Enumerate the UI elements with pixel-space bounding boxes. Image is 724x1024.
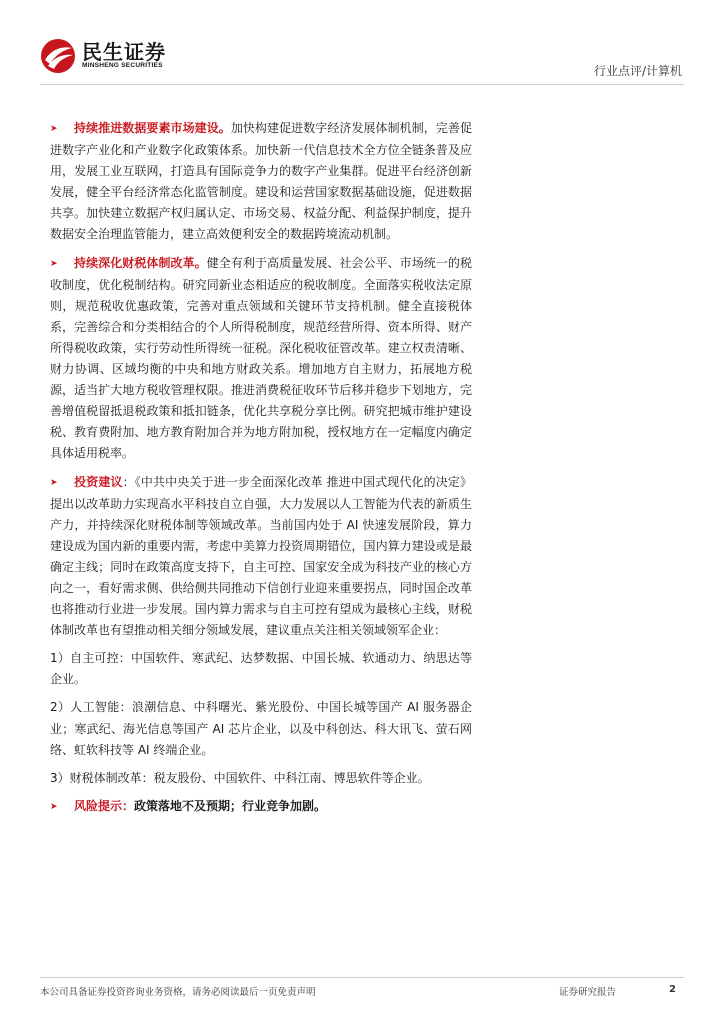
arrow-bullet-icon: ➤ [50,477,58,488]
logo-emblem-icon [40,38,76,74]
bullet-title: 持续深化财税体制改革。 [74,255,207,270]
report-body [50,118,472,825]
arrow-bullet-icon: ➤ [50,124,58,134]
pick-list-item: 3）财税体制改革：税友股份、中国软件、中科江南、博思软件等企业。 [50,770,430,785]
bullet-text: 健全有利于高质量发展、社会公平、市场统一的税收制度，优化税制结构。研究同新业态相适应的税收制度。全面落实税收法定原则，规范税收优惠政策，完善对重点领域和关键环节支持机制。健全直接税体系，完善综合和分类相结合的个人所得税制度，规范经营所得、资本所得、财产所得税收政策，实行劳动性所得统一征税。深化税收征管改革。建立权责清晰、财力协调、区域均衡的中央和地方财政关系。增加地方自主财力，拓展地方税源，适当扩大地方税收管理权限。推进消费税征收环节后移并稳步下划地方，完善增值税留抵退税政策和抵扣链条，优化共享税分享比例。研究把城市维护建设税、教育费附加、地方教育附加合并为地方附加税，授权地方在一定幅度内确定具体适用税率。 [50,255,472,461]
pick-list-item: 1）自主可控：中国软件、寒武纪、达梦数据、中国长城、软通动力、纳思达等企业。 [50,651,472,687]
logo-en-text: MINSHENG SECURITIES [82,62,163,69]
logo-cn-text: 民生证券 [82,40,166,64]
header-divider [40,84,684,85]
risk-title: 风险提示： [74,798,135,813]
page-header [0,0,724,88]
bullet-text: ：《中共中央关于进一步全面深化改革 推进中国式现代化的决定》提出以改革助力实现高水平科技自立自强，大力发展以人工智能为代表的新质生产力，并持续深化财税体制等领域改革。当前国内处于 AI 快速发展阶段，算力建设成为国内新的重要内需，考虑中美算力投资周期错位，国内算力建设或是最确定主线；同时在政策高度支持下，自主可控、国家安全成为科技产业的核心方向之一，看好需求侧、供给侧共同推动下信创行业迎来重要拐点，同时国企改革也将推动行业进一步发展。国内算力需求与自主可控有望成为最核心主线，财税体制改革也有望推动相关细分领域发展，建议重点关注相关领域领军企业： [50,474,472,638]
bullet-data-market [50,118,472,246]
bullet-investment-advice [50,472,472,642]
bullet-title: 投资建议 [74,474,123,489]
arrow-bullet-icon: ➤ [50,258,58,269]
bullet-tax-reform [50,253,472,465]
pick-list-item: 2）人工智能：浪潮信息、中科曙光、紫光股份、中国长城等国产 AI 服务器企业；寒武纪、海光信息等国产 AI 芯片企业，以及中科创达、科大讯飞、萤石网络、虹软科技等 AI 终端企业。 [50,700,472,757]
footer-divider [40,977,684,978]
bullet-title: 持续推进数据要素市场建设。 [74,121,231,135]
page-number: 2 [669,984,676,995]
company-logo [40,34,180,78]
risk-text: 政策落地不及预期；行业竞争加剧。 [134,798,327,813]
report-category: 行业点评/计算机 [593,64,682,78]
disclaimer-note: 本公司具备证券投资咨询业务资格，请务必阅读最后一页免责声明 [40,987,316,998]
bullet-text: 加快构建促进数字经济发展体制机制，完善促进数字产业化和产业数字化政策体系。加快新一代信息技术全方位全链条普及应用，发展工业互联网，打造具有国际竞争力的数字产业集群。促进平台经济创新发展，健全平台经济常态化监管制度。建设和运营国家数据基础设施，促进数据共享。加快建立数据产权归属认定、市场交易、权益分配、利益保护制度，提升数据安全治理监管能力，建立高效便利安全的数据跨境流动机制。 [50,121,472,242]
arrow-bullet-icon: ➤ [50,801,58,812]
bullet-risk [50,796,472,818]
report-type: 证券研究报告 [559,987,617,998]
